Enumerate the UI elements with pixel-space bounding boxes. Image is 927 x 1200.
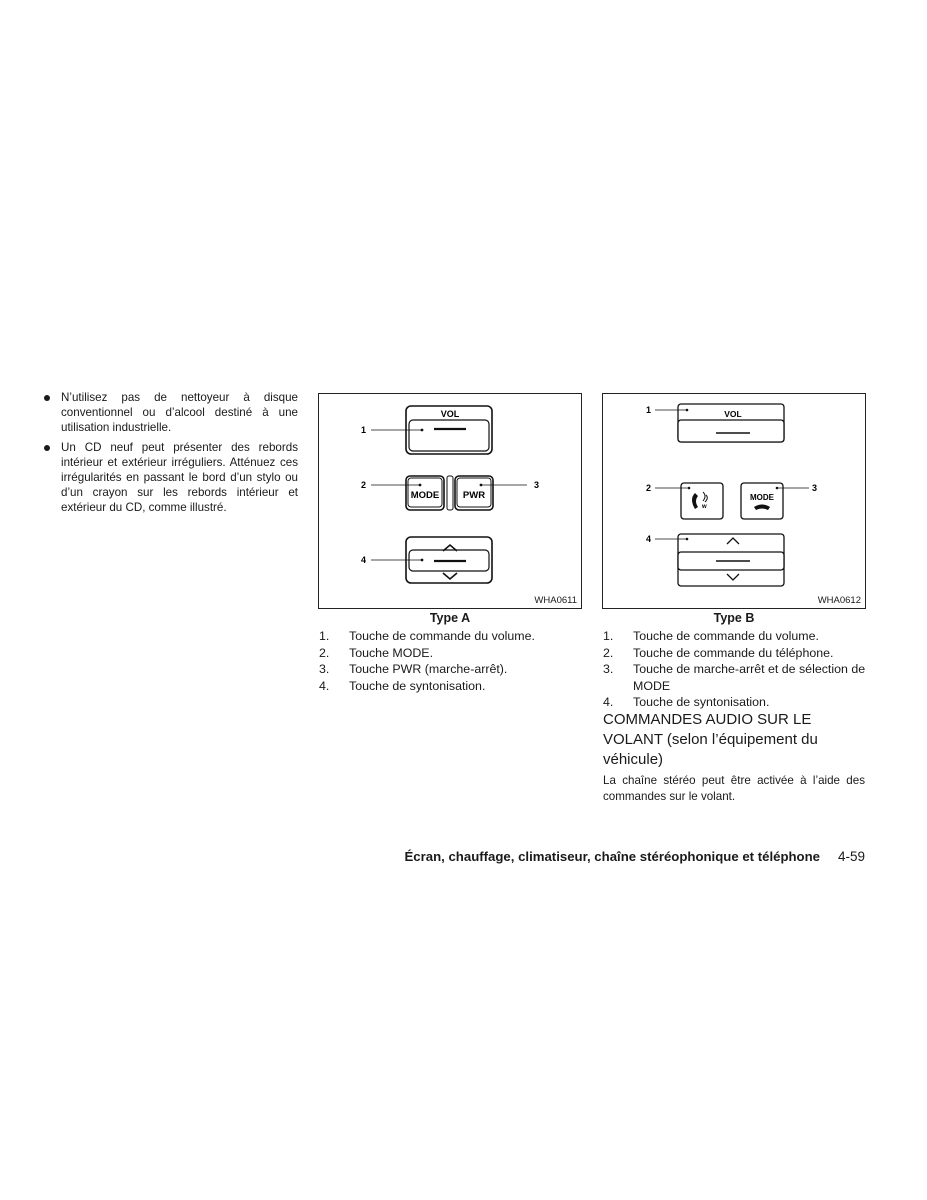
- list-item: 2. Touche de commande du téléphone.: [603, 645, 834, 660]
- bullet-item: N’utilisez pas de nettoyeur à disque conventionnel ou d’alcool destiné à une utilisation industrielle.: [42, 390, 298, 436]
- type-b-list: [603, 628, 867, 711]
- callout-2: 2: [361, 480, 367, 490]
- figure-code: WHA0611: [534, 595, 577, 606]
- list-item: 4. Touche de syntonisation.: [603, 695, 770, 709]
- vol-label: VOL: [440, 409, 460, 419]
- svg-text:w: w: [702, 504, 707, 510]
- callout-4: 4: [646, 534, 652, 544]
- list-item: 3. Touche PWR (marche-arrêt).: [319, 662, 508, 676]
- list-item: 1. Touche de commande du volume.: [603, 629, 819, 643]
- callout-3: 3: [534, 480, 540, 490]
- vol-label: VOL: [724, 409, 742, 419]
- list-item: 4. Touche de syntonisation.: [319, 678, 486, 693]
- footer-title: Écran, chauffage, climatiseur, chaîne stéréophonique et téléphone: [404, 849, 820, 864]
- list-item: 1. Touche de commande du volume.: [319, 629, 535, 643]
- page-number: 4-59: [837, 849, 865, 864]
- mode-key-label: MODE: [750, 493, 774, 502]
- list-item: 3. Touche de marche-arrêt et de sélection de MODE: [603, 662, 866, 693]
- callout-4: 4: [361, 555, 367, 565]
- figure-type-b: [602, 393, 866, 609]
- callout-3: 3: [812, 483, 818, 493]
- type-a-list: [319, 628, 584, 694]
- section-heading: COMMANDES AUDIO SUR LE VOLANT (selon l’équipement du véhicule): [603, 711, 818, 768]
- figure-caption: Type B: [713, 611, 755, 625]
- figure-caption: Type A: [429, 611, 471, 625]
- callout-1: 1: [646, 405, 652, 415]
- figure-code: WHA0612: [817, 595, 861, 606]
- bullet-item: Un CD neuf peut présenter des rebords intérieur et extérieur irréguliers. Atténuez ces irrégularités en passant le bord d’un stylo ou d’un crayon sur les rebords intérieur et extérieur du CD, comme illustré.: [42, 440, 298, 516]
- mode-key-label: MODE: [410, 490, 440, 501]
- section-paragraph: La chaîne stéréo peut être activée à l’aide des commandes sur le volant.: [603, 774, 865, 803]
- diagram-type-b: [603, 394, 865, 608]
- figure-type-a: [318, 393, 582, 609]
- callout-1: 1: [361, 425, 367, 435]
- bullet-list: [42, 390, 298, 520]
- list-item: 2. Touche MODE.: [319, 645, 434, 660]
- callout-2: 2: [646, 483, 652, 493]
- diagram-type-a: [319, 394, 581, 608]
- pwr-key-label: PWR: [462, 490, 486, 501]
